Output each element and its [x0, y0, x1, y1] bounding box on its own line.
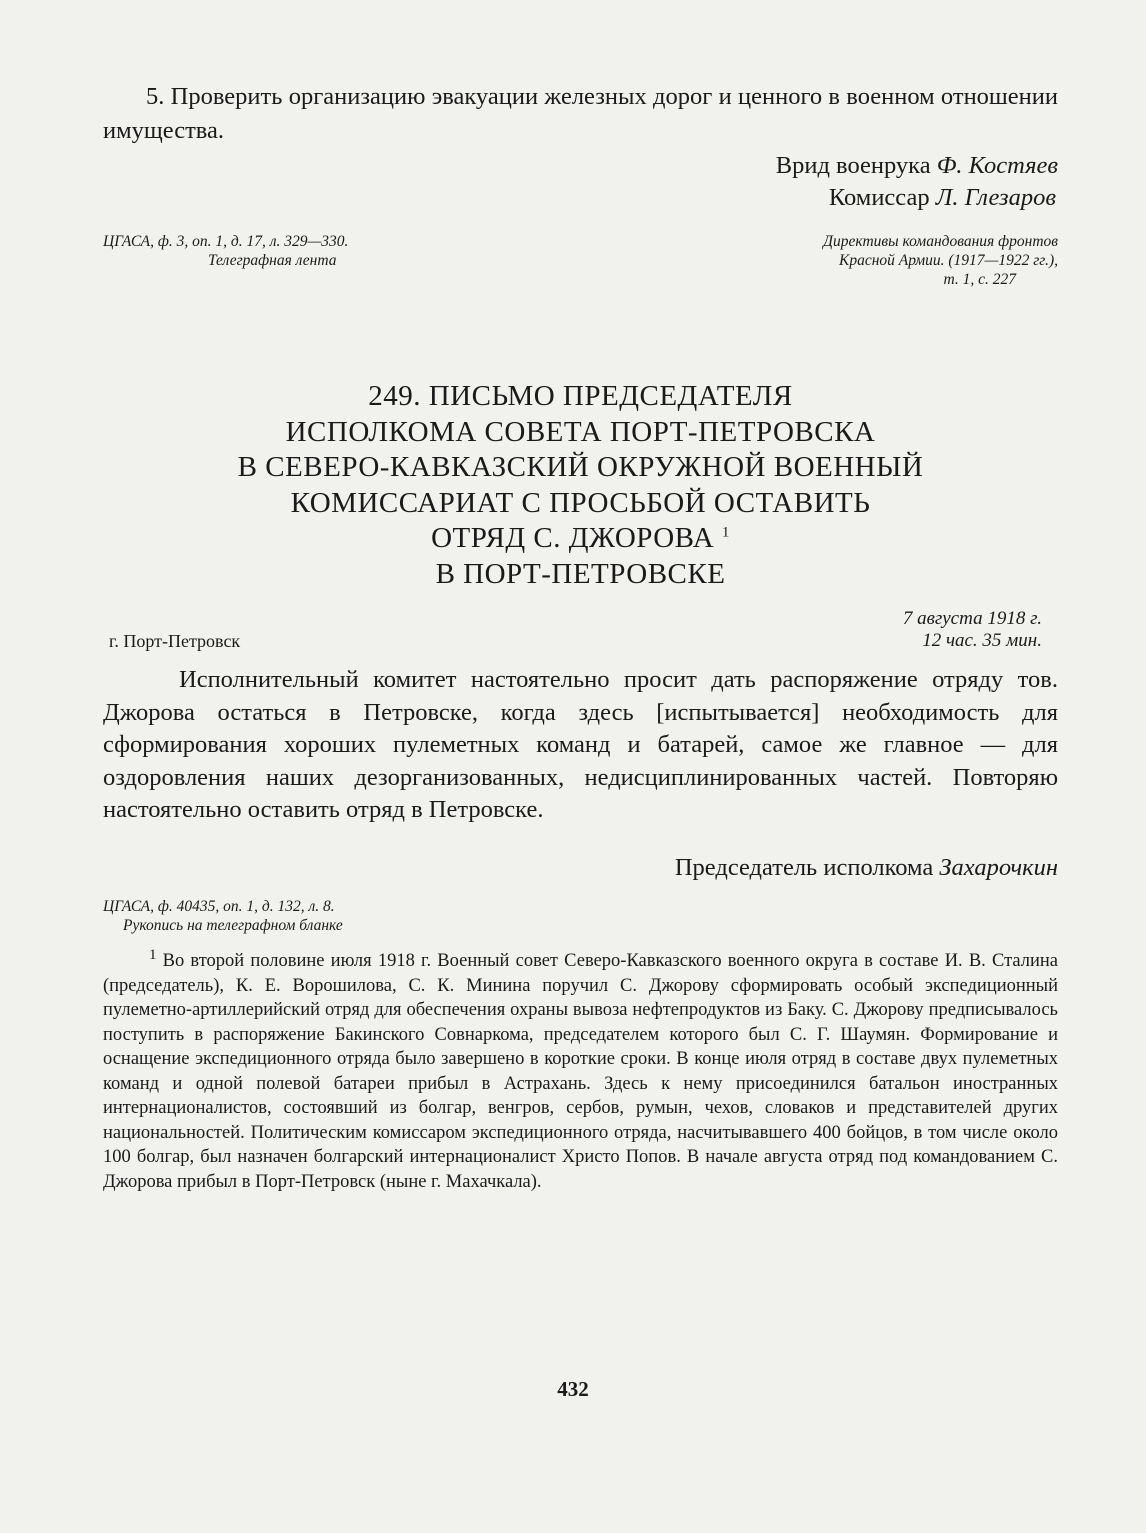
chair-signature: [103, 851, 1058, 885]
source-citation-1: [103, 232, 1058, 289]
footnote: [103, 946, 1058, 1194]
title-line-1: 249. ПИСЬМО ПРЕДСЕДАТЕЛЯ: [368, 380, 793, 412]
item-5-paragraph: 5. Проверить организацию эвакуации железных дорог и ценного в военном отношении имущества.: [103, 83, 1058, 144]
signature-name-1: Ф. Костяев: [936, 152, 1058, 179]
letter-date: [903, 608, 1058, 652]
publication-reference: [823, 232, 1058, 289]
title-line-6: В ПОРТ-ПЕТРОВСКЕ: [435, 557, 726, 590]
signature-line-1: [103, 150, 1058, 182]
signature-title-2: Комиссар: [828, 184, 930, 211]
document-title: [103, 379, 1058, 592]
signature-line-2: [103, 182, 1058, 214]
chair-name: Захарочкин: [939, 854, 1058, 881]
page-number: 432: [557, 1377, 589, 1401]
document-page: [103, 80, 1058, 1213]
publication-line-3: т. 1, с. 227: [943, 271, 1016, 288]
title-line-5-text: ОТРЯД С. ДЖОРОВА: [431, 522, 715, 554]
publication-line-2: Красной Армии. (1917—1922 гг.),: [839, 252, 1058, 269]
letter-date-line-1: 7 августа 1918 г.: [902, 608, 1042, 629]
title-line-4: КОМИССАРИАТ С ПРОСЬБОЙ ОСТАВИТЬ: [290, 486, 871, 519]
title-line-5: [103, 521, 1058, 557]
place-date-row: [103, 608, 1058, 652]
archive-code-1: ЦГАСА, ф. 3, оп. 1, д. 17, л. 329—330.: [103, 233, 349, 250]
letter-place: г. Порт-Петровск: [109, 631, 241, 651]
letter-date-line-2: 12 час. 35 мин.: [922, 630, 1042, 651]
signature-name-2: Л. Глезаров: [935, 184, 1056, 211]
footnote-reference-mark: 1: [721, 524, 730, 541]
source-citation-2: [103, 897, 1058, 935]
title-line-3: В СЕВЕРО-КАВКАЗСКИЙ ОКРУЖНОЙ ВОЕННЫЙ: [237, 451, 924, 483]
archive-code-2: ЦГАСА, ф. 40435, оп. 1, д. 132, л. 8.: [103, 898, 335, 915]
signature-title-1: Врид военрука: [775, 152, 931, 179]
footnote-mark: 1: [149, 946, 157, 963]
letter-body: Исполнительный комитет настоятельно просит дать распоряжение отряду тов. Джорова остаться в Петровске, когда здесь [испытывается] необходимость для сформирования хороших пулеметных команд и батарей, самое же главное — для оздоровления наших дезорганизованных, недисциплинированных частей. Повторяю настоятельно оставить отряд в Петровске.: [103, 666, 1058, 823]
footnote-text: Во второй половине июля 1918 г. Военный совет Северо-Кавказского военного округа в составе И. В. Сталина (председатель), К. Е. Ворошилова, С. К. Минина поручил С. Джорову сформировать особый экспедиционный пулеметно-артиллерийский отряд для обеспечения охраны вывоза нефтепродуктов из Баку. С. Джорову предписывалось поступить в распоряжение Бакинского Совнаркома, председателем которого был С. Г. Шаумян. Формирование и оснащение экспедиционного отряда было завершено в короткие сроки. В конце июля отряд в составе двух пулеметных команд и одной полевой батареи прибыл в Астрахань. Здесь к нему присоединился батальон иностранных интернационалистов, состоявший из болгар, венгров, сербов, румын, чехов, словаков и представителей других национальностей. Политическим комиссаром экспедиционного отряда, насчитывавшего 400 бойцов, в том числе около 100 болгар, был назначен болгарский интернационалист Христо Попов. В начале августа отряд под командованием С. Джорова прибыл в Порт-Петровск (ныне г. Махачкала).: [103, 951, 1058, 1192]
publication-line-1: Директивы командования фронтов: [823, 233, 1058, 250]
signature-block: [103, 150, 1058, 214]
chair-title: Председатель исполкома: [674, 854, 934, 881]
archive-medium-2: Рукопись на телеграфном бланке: [123, 917, 343, 934]
archive-medium-1: Телеграфная лента: [208, 252, 337, 269]
title-line-2: ИСПОЛКОМА СОВЕТА ПОРТ-ПЕТРОВСКА: [285, 415, 876, 448]
archive-reference-1: [103, 232, 348, 289]
